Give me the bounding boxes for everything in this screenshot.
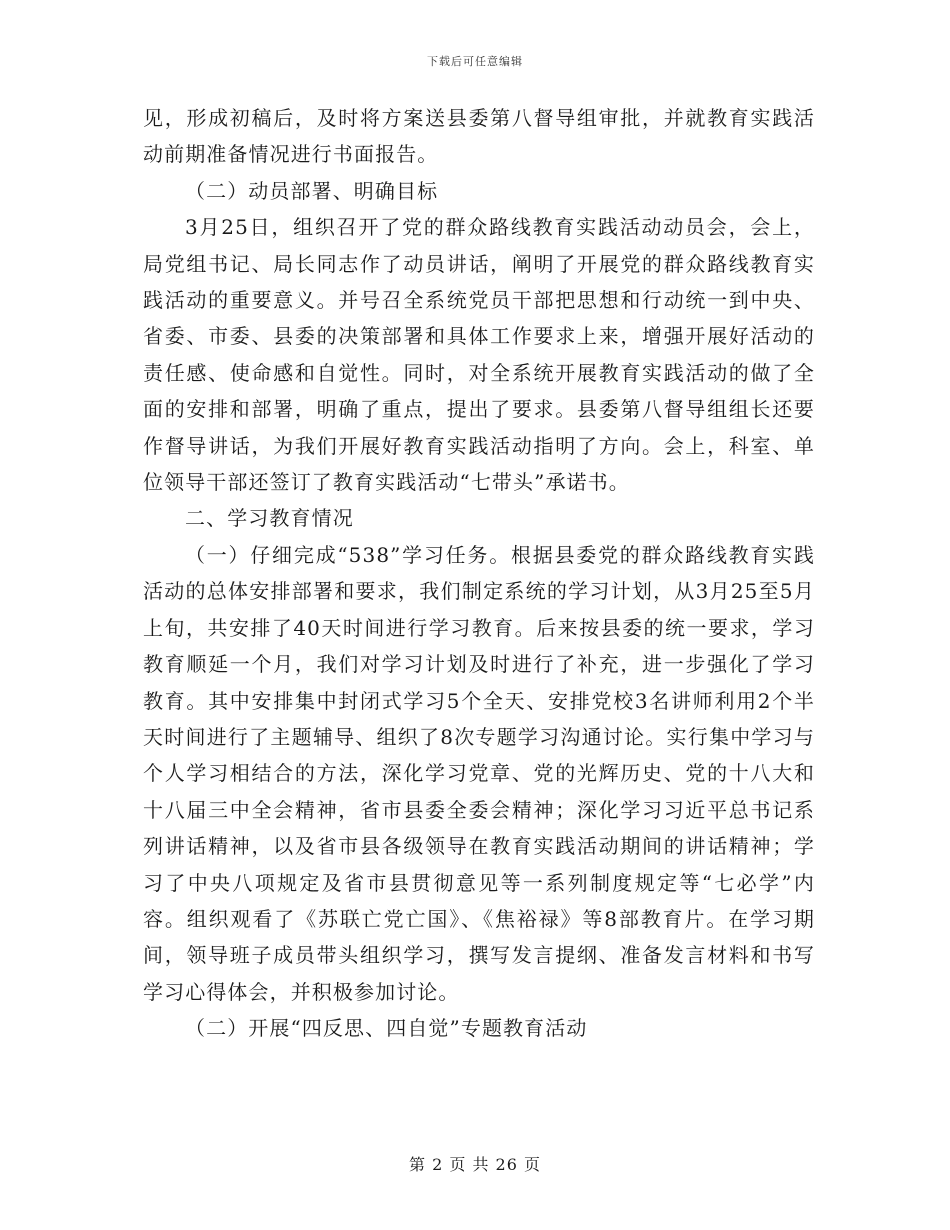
section-heading-study: 二、学习教育情况 [185,506,354,531]
document-body [143,100,815,1047]
section-heading-mobilization: （二）动员部署、明确目标 [185,178,439,203]
paragraph-study-tasks: （一）仔细完成“538”学习任务。根据县委党的群众路线教育实践活动的总体安排部署和要求，我们制定系统的学习计划，从3月25至5月上旬，共安排了40天时间进行学习教育。后来按县委的统一要求，学习教育顺延一个月，我们对学习计划及时进行了补充，进一步强化了学习教育。其中安排集中封闭式学习5个全天、安排党校3名讲师利用2个半天时间进行了主题辅导、组织了8次专题学习沟通讨论。实行集中学习与个人学习相结合的方法，深化学习党章、党的光辉历史、党的十八大和十八届三中全会精神，省市县委全委会精神；深化学习习近平总书记系列讲话精神，以及省市县各级领导在教育实践活动期间的讲话精神；学习了中央八项规定及省市县贯彻意见等一系列制度规定等“七必学”内容。组织观看了《苏联亡党亡国》、《焦裕禄》等8部教育片。在学习期间，领导班子成员带头组织学习，撰写发言提纲、准备发言材料和书写学习心得体会，并积极参加讨论。 [143,542,815,1004]
page-header-note: 下载后可任意编辑 [427,55,523,68]
paragraph-continuation: 见，形成初稿后，及时将方案送县委第八督导组审批，并就教育实践活动前期准备情况进行书面报告。 [143,106,815,167]
section-heading-reflection: （二）开展“四反思、四自觉”专题教育活动 [185,1016,588,1041]
page-number-footer: 第 2 页 共 26 页 [409,1155,541,1174]
paragraph-mobilization: 3月25日，组织召开了党的群众路线教育实践活动动员会，会上，局党组书记、局长同志作了动员讲话，阐明了开展党的群众路线教育实践活动的重要意义。并号召全系统党员干部把思想和行动统一到中央、省委、市委、县委的决策部署和具体工作要求上来，增强开展好活动的责任感、使命感和自觉性。同时，对全系统开展教育实践活动的做了全面的安排和部署，明确了重点，提出了要求。县委第八督导组组长还要作督导讲话，为我们开展好教育实践活动指明了方向。会上，科室、单位领导干部还签订了教育实践活动“七带头”承诺书。 [143,215,815,495]
